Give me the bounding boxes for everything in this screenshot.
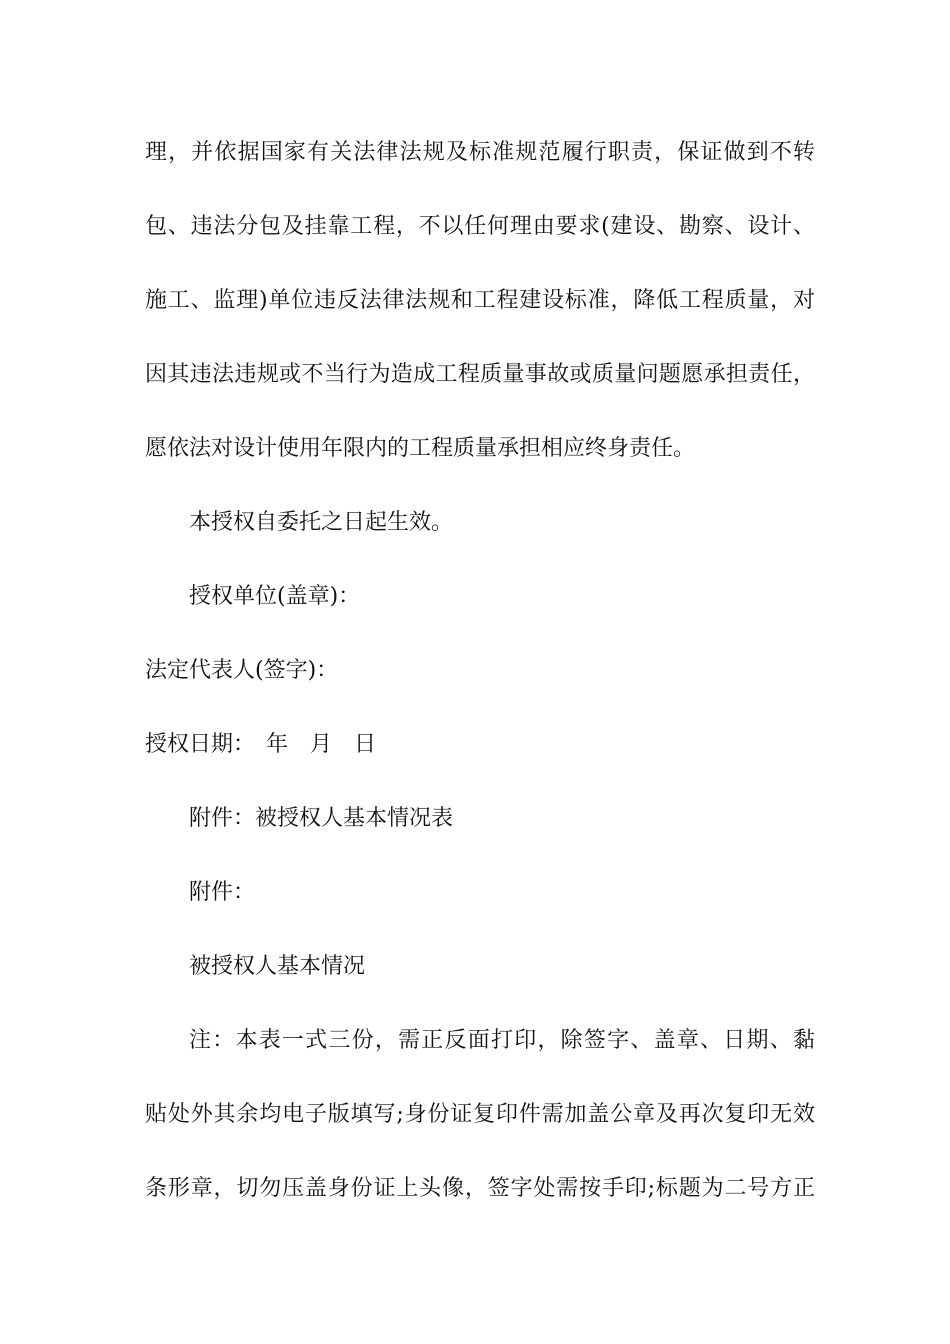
note-line-2: 贴处外其余均电子版填写;身份证复印件需加盖公章及再次复印无效 [145, 1102, 815, 1127]
authorizing-unit-label: 授权单位(盖章)： [189, 584, 361, 609]
legal-representative-label: 法定代表人(签字)： [145, 658, 339, 683]
paragraph-line-1: 理，并依据国家有关法律法规及标准规范履行职责，保证做到不转 [145, 140, 815, 165]
attachment-reference: 附件：被授权人基本情况表 [189, 806, 454, 831]
attachment-heading: 附件： [189, 880, 256, 905]
note-line-3: 条形章，切勿压盖身份证上头像，签字处需按手印;标题为二号方正 [145, 1176, 815, 1201]
paragraph-line-5: 愿依法对设计使用年限内的工程质量承担相应终身责任。 [145, 436, 696, 461]
effective-clause: 本授权自委托之日起生效。 [189, 510, 454, 535]
paragraph-line-3: 施工、监理)单位违反法律法规和工程建设标准，降低工程质量，对 [145, 288, 815, 313]
authorization-date-label: 授权日期： 年 月 日 [145, 732, 377, 757]
paragraph-line-2: 包、违法分包及挂靠工程，不以任何理由要求(建设、勘察、设计、 [145, 214, 815, 239]
note-line-1: 注：本表一式三份，需正反面打印，除签字、盖章、日期、黏 [189, 1028, 815, 1053]
attachment-title: 被授权人基本情况 [189, 954, 366, 979]
paragraph-line-4: 因其违法违规或不当行为造成工程质量事故或质量问题愿承担责任， [145, 362, 815, 387]
